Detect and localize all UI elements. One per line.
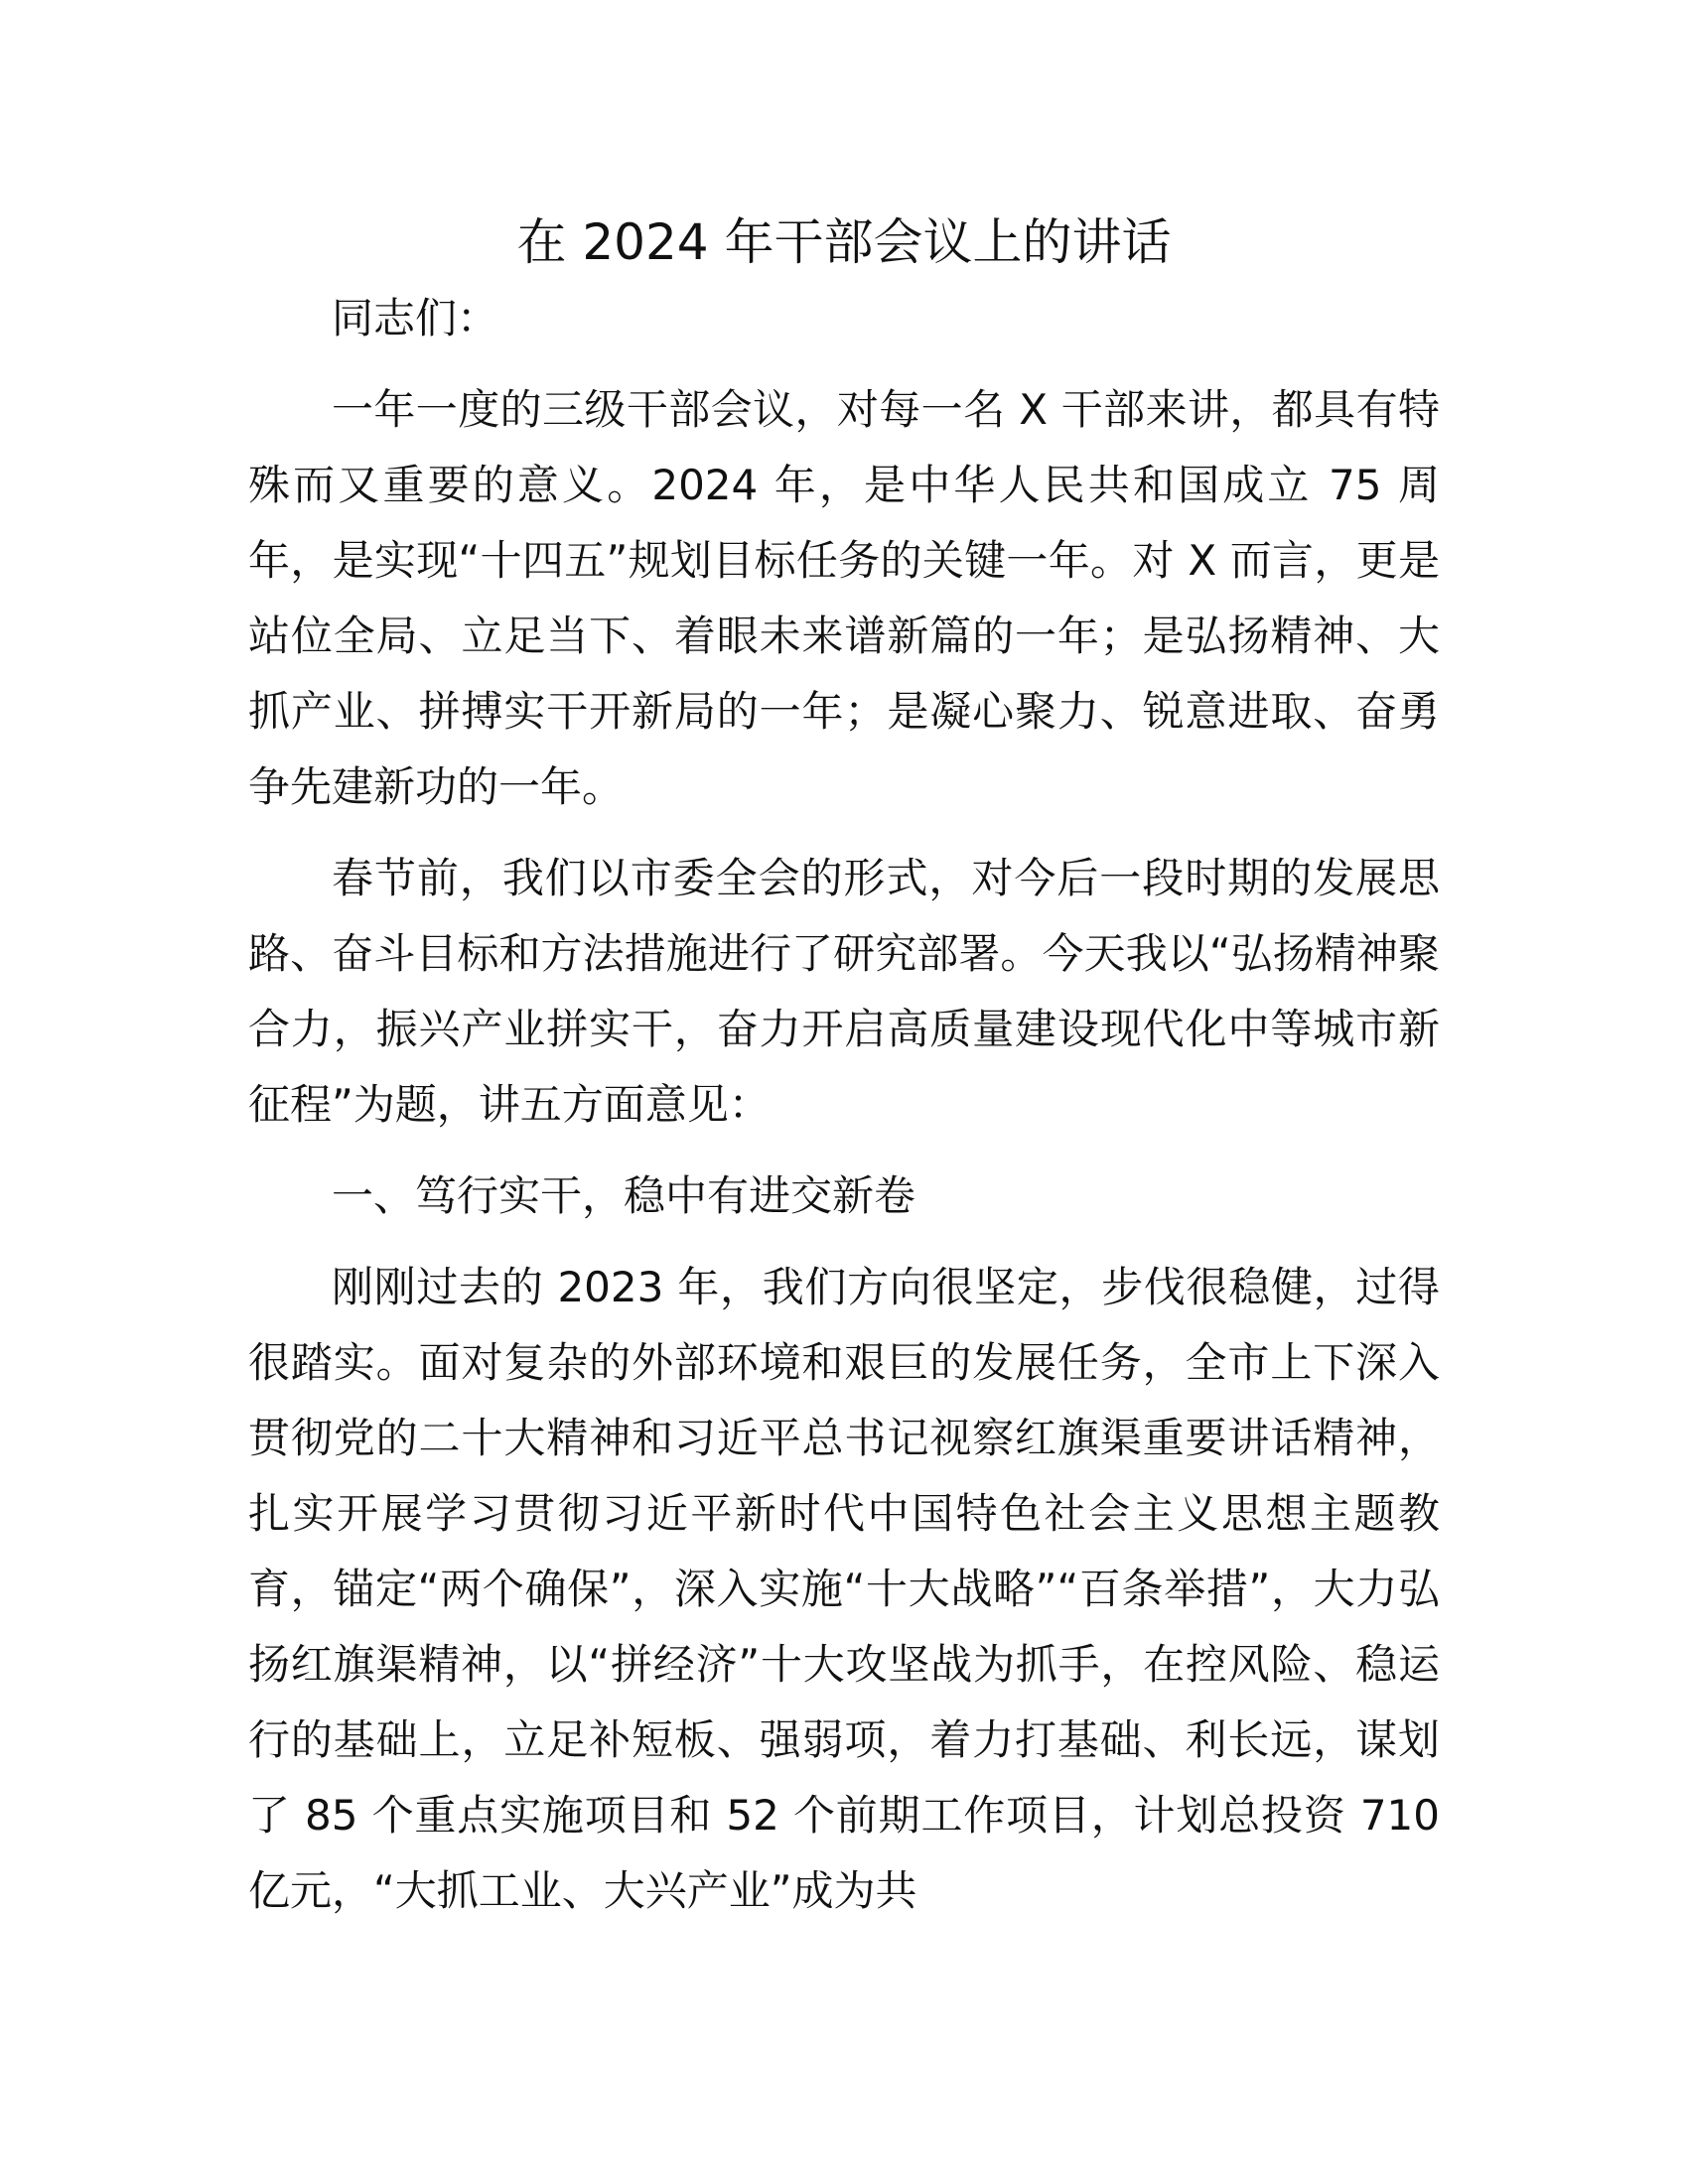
- paragraph-outline: 春节前，我们以市委全会的形式，对今后一段时期的发展思路、奋斗目标和方法措施进行了研究部署。今天我以“弘扬精神聚合力，振兴产业拼实干，奋力开启高质量建设现代化中等城市新征程”为题，讲五方面意见：: [248, 854, 1440, 1129]
- paragraph-opening: 一年一度的三级干部会议，对每一名 X 干部来讲，都具有特殊而又重要的意义。2024 年，是中华人民共和国成立 75 周年，是实现“十四五”规划目标任务的关键一年。对 X 而言，更是站位全局、立足当下、着眼未来谱新篇的一年；是弘扬精神、大抓产业、拼搏实干开新局的一年；是凝心聚力、锐意进取、奋勇争先建新功的一年。: [248, 385, 1440, 811]
- paragraph-review-2023: 刚刚过去的 2023 年，我们方向很坚定，步伐很稳健，过得很踏实。面对复杂的外部环境和艰巨的发展任务，全市上下深入贯彻党的二十大精神和习近平总书记视察红旗渠重要讲话精神，扎实开展学习贯彻习近平新时代中国特色社会主义思想主题教育，锚定“两个确保”，深入实施“十大战略”“百条举措”，大力弘扬红旗渠精神，以“拼经济”十大攻坚战为抓手，在控风险、稳运行的基础上，立足补短板、强弱项，着力打基础、利长远，谋划了 85 个重点实施项目和 52 个前期工作项目，计划总投资 710 亿元，“大抓工业、大兴产业”成为共: [248, 1263, 1440, 1915]
- document-body: [248, 281, 1440, 1945]
- section-heading-1: 一、笃行实干，稳中有进交新卷: [332, 1171, 916, 1220]
- salutation: 同志们：: [332, 294, 499, 342]
- document-title: 在 2024 年干部会议上的讲话: [516, 213, 1172, 271]
